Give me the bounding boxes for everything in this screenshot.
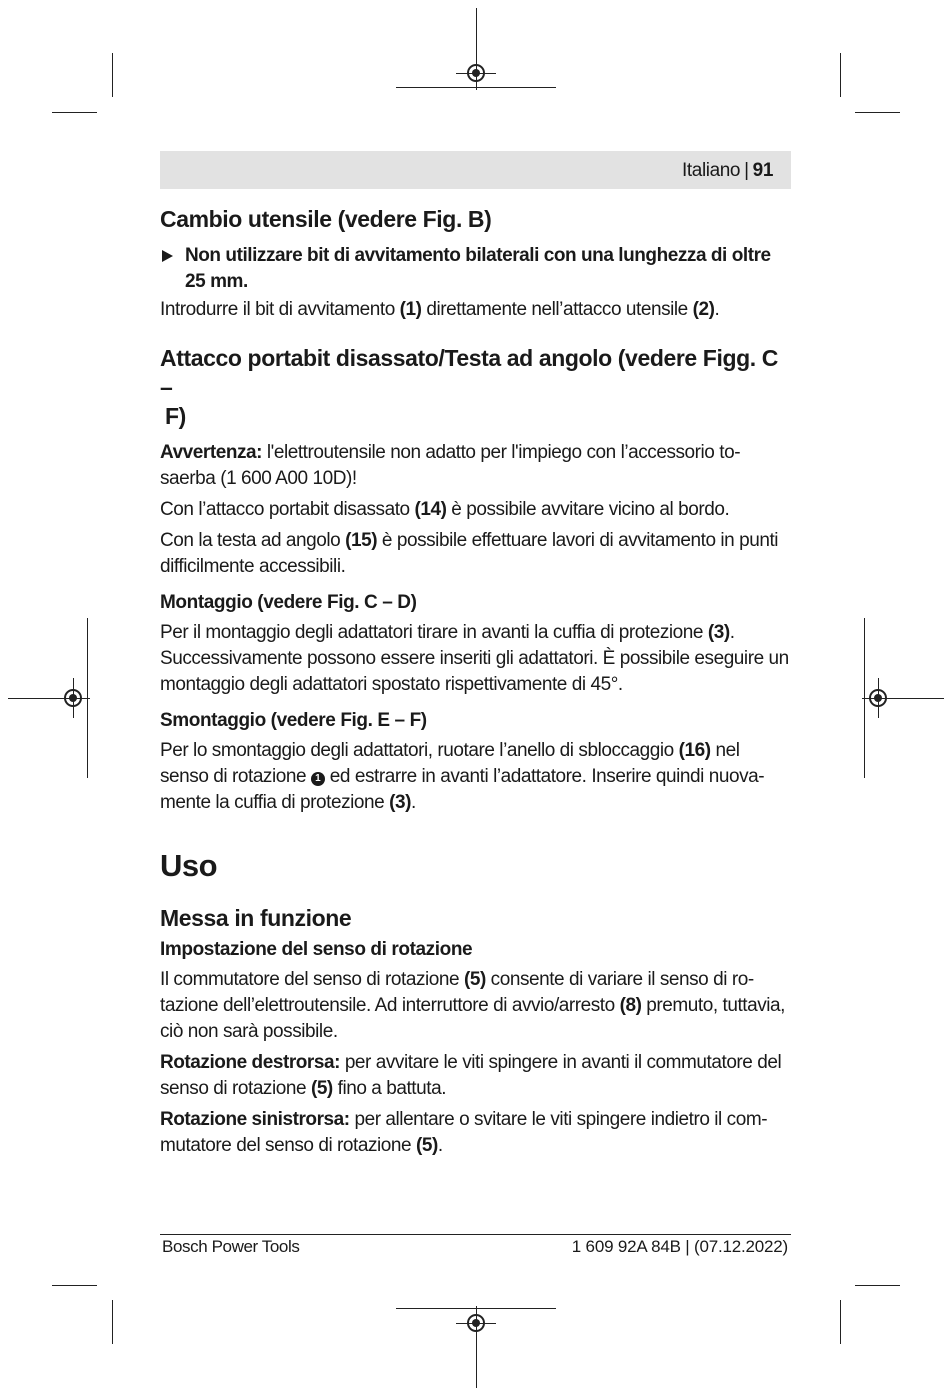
paragraph-removal: Per lo smontaggio degli adattatori, ruotare l’anello di sbloccaggio (16) nel senso di rotazione 1 ed estrarre in avanti l’adattatore. Inserire quindi nuova-mente la cuffia di protezione (3).: [160, 740, 765, 813]
paragraph-angle-head: Con la testa ad angolo (15) è possibile effettuare lavori di avvitamento in punti difficilmente accessibili.: [160, 530, 779, 577]
section-title-tool-change: Cambio utensile (vedere Fig. B): [160, 206, 492, 232]
warning-item: [160, 243, 792, 295]
section-title-startup: Messa in funzione: [160, 905, 352, 931]
subsection-title-removal: Smontaggio (vedere Fig. E – F): [160, 710, 427, 731]
warning-arrow-icon: [162, 250, 173, 262]
paragraph-rotation-switch: Il commutatore del senso di rotazione (5) consente di variare il senso di ro-tazione dell’elettroutensile. Ad interruttore di avvio/arresto (8) premuto, tuttavia, ciò non sarà possibile.: [160, 969, 785, 1042]
page-number: 91: [752, 160, 773, 181]
footer-doc-number: 1 609 92A 84B | (07.12.2022): [571, 1237, 788, 1256]
paragraph-right-rotation: Rotazione destrorsa: per avvitare le viti spingere in avanti il commutatore del senso di rotazione (5) fino a battuta.: [160, 1052, 782, 1099]
header-separator: |: [744, 160, 749, 181]
paragraph-offset-adapter: Con l’attacco portabit disassato (14) è possibile avvitare vicino al bordo.: [160, 499, 730, 520]
section-title-adapter: Attacco portabit disassato/Testa ad angolo (vedere Figg. C – F): [160, 345, 778, 429]
chapter-title-use: Uso: [160, 848, 218, 883]
paragraph-note: Avvertenza: l'elettroutensile non adatto per l'impiego con l’accessorio to-saerba (1 600 A00 10D)!: [160, 442, 741, 489]
footer-brand: Bosch Power Tools: [162, 1237, 300, 1256]
header-language: Italiano: [682, 160, 741, 181]
paragraph-mounting: Per il montaggio degli adattatori tirare in avanti la cuffia di protezione (3). Successivamente possono essere inseriti gli adattatori. È possibile eseguire un montaggio degli adattatori spostato rispettivamente di 45°.: [160, 622, 789, 695]
paragraph-left-rotation: Rotazione sinistrorsa: per allentare o svitare le viti spingere indietro il com-mutatore del senso di rotazione (5).: [160, 1109, 768, 1156]
header-text: [682, 160, 773, 182]
step-1-icon: 1: [311, 772, 325, 786]
paragraph-insert-bit: Introdurre il bit di avvitamento (1) direttamente nell’attacco utensile (2).: [160, 299, 720, 320]
page-content: [160, 205, 792, 1159]
subsection-title-rotation: Impostazione del senso di rotazione: [160, 939, 473, 960]
page-header: [160, 151, 791, 189]
footer-rule: [160, 1234, 791, 1235]
subsection-title-mounting: Montaggio (vedere Fig. C – D): [160, 592, 417, 613]
warning-text: Non utilizzare bit di avvitamento bilaterali con una lunghezza di oltre 25 mm.: [185, 245, 771, 292]
